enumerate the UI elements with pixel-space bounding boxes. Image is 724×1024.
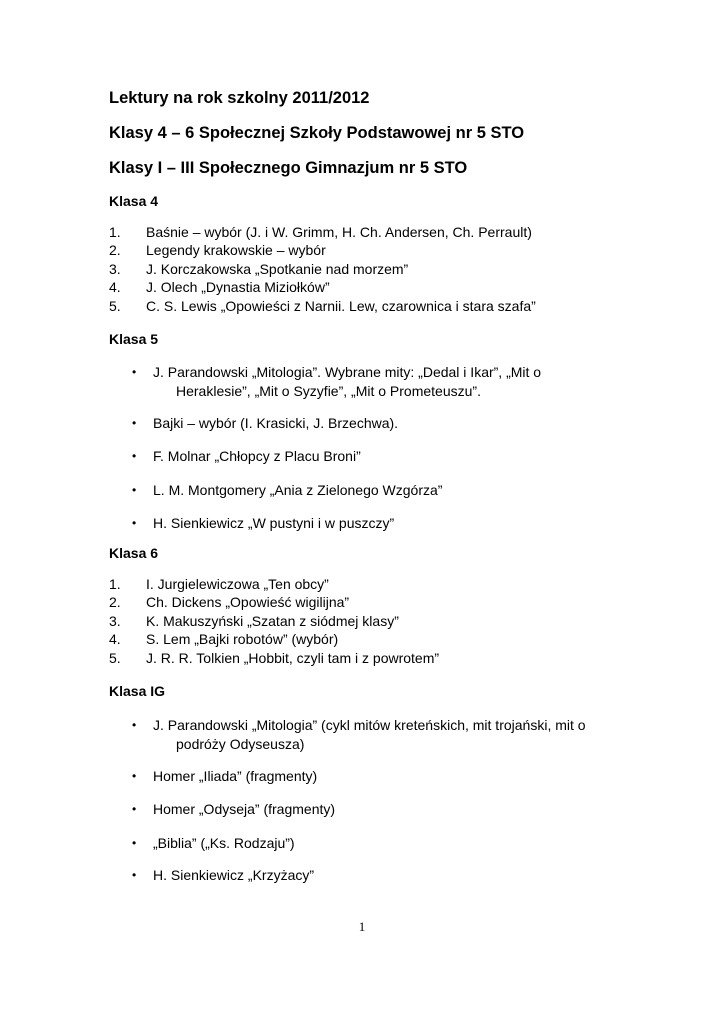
bullet-icon: • — [132, 868, 137, 882]
list-item — [109, 630, 439, 648]
item-text: Baśnie – wybór (J. i W. Grimm, H. Ch. Andersen, Ch. Perrault) — [146, 224, 532, 240]
list-item — [109, 241, 536, 259]
item-text: L. M. Montgomery „Ania z Zielonego Wzgórza” — [153, 482, 443, 498]
item-text: F. Molnar „Chłopcy z Placu Broni” — [153, 448, 361, 464]
item-number: 5. — [109, 649, 121, 666]
list-item — [109, 223, 536, 241]
bullet-icon: • — [132, 449, 137, 463]
item-text: I. Jurgielewiczowa „Ten obcy” — [146, 576, 329, 592]
document-title: Lektury na rok szkolny 2011/2012 — [109, 89, 370, 107]
item-text: Bajki – wybór (I. Krasicki, J. Brzechwa). — [153, 415, 399, 431]
item-text: J. Parandowski „Mitologia”. Wybrane mity: „Dedal i Ikar”, „Mit o — [153, 364, 542, 380]
bullet-icon: • — [132, 483, 137, 497]
list-item — [109, 297, 536, 315]
item-number: 5. — [109, 297, 121, 314]
bullet-icon: • — [132, 802, 137, 816]
list-item — [109, 593, 439, 611]
bullet-icon: • — [132, 836, 137, 850]
section-heading-klasa-5: Klasa 5 — [109, 331, 159, 347]
item-number: 2. — [109, 242, 121, 259]
item-text-continued: Heraklesie”, „Mit o Syzyfie”, „Mit o Prometeuszu”. — [176, 383, 481, 399]
bullet-icon: • — [132, 365, 137, 379]
item-text: S. Lem „Bajki robotów” (wybór) — [146, 631, 339, 648]
item-text: H. Sienkiewicz „W pustyni i w puszczy” — [153, 515, 395, 531]
section-heading-klasa-ig: Klasa IG — [109, 683, 166, 699]
bullet-icon: • — [132, 516, 137, 530]
item-text: Legendy krakowskie – wybór — [146, 242, 326, 259]
list-item — [109, 649, 439, 667]
list-item — [109, 612, 439, 630]
item-number: 1. — [109, 576, 121, 592]
page-number: 1 — [358, 919, 366, 934]
item-text: K. Makuszyński „Szatan z siódmej klasy” — [146, 612, 399, 629]
item-number: 3. — [109, 612, 121, 629]
item-number: 3. — [109, 260, 121, 277]
item-number: 2. — [109, 594, 121, 611]
school-heading-gymnasium: Klasy I – III Społecznego Gimnazjum nr 5 STO — [109, 159, 468, 177]
item-text: J. Olech „Dynastia Miziołków” — [146, 279, 330, 296]
item-text: „Biblia” („Ks. Rodzaju”) — [153, 835, 295, 851]
item-text: J. R. R. Tolkien „Hobbit, czyli tam i z powrotem” — [146, 649, 440, 666]
section-heading-klasa-4: Klasa 4 — [109, 193, 159, 209]
item-text: C. S. Lewis „Opowieści z Narnii. Lew, czarownica i stara szafa” — [146, 297, 536, 314]
reading-list-klasa-4 — [109, 223, 536, 315]
item-number: 1. — [109, 224, 121, 240]
item-text: J. Parandowski „Mitologia” (cykl mitów kreteńskich, mit trojański, mit o — [153, 717, 586, 733]
item-number: 4. — [109, 631, 121, 648]
item-text: Homer „Odyseja” (fragmenty) — [153, 801, 336, 817]
list-item — [109, 278, 536, 296]
school-heading-primary: Klasy 4 – 6 Społecznej Szkoły Podstawowej nr 5 STO — [109, 124, 525, 142]
item-text: J. Korczakowska „Spotkanie nad morzem” — [146, 260, 409, 277]
item-number: 4. — [109, 279, 121, 296]
section-heading-klasa-6: Klasa 6 — [109, 545, 159, 561]
list-item — [109, 575, 439, 593]
bullet-icon: • — [132, 769, 137, 783]
reading-list-klasa-6 — [109, 575, 439, 667]
bullet-icon: • — [132, 718, 137, 732]
item-text: Ch. Dickens „Opowieść wigilijna” — [146, 594, 350, 611]
item-text-continued: podróży Odyseusza) — [176, 736, 305, 752]
bullet-icon: • — [132, 416, 137, 430]
list-item — [109, 260, 536, 278]
item-text: Homer „Iliada” (fragmenty) — [153, 768, 318, 784]
item-text: H. Sienkiewicz „Krzyżacy” — [153, 867, 315, 883]
